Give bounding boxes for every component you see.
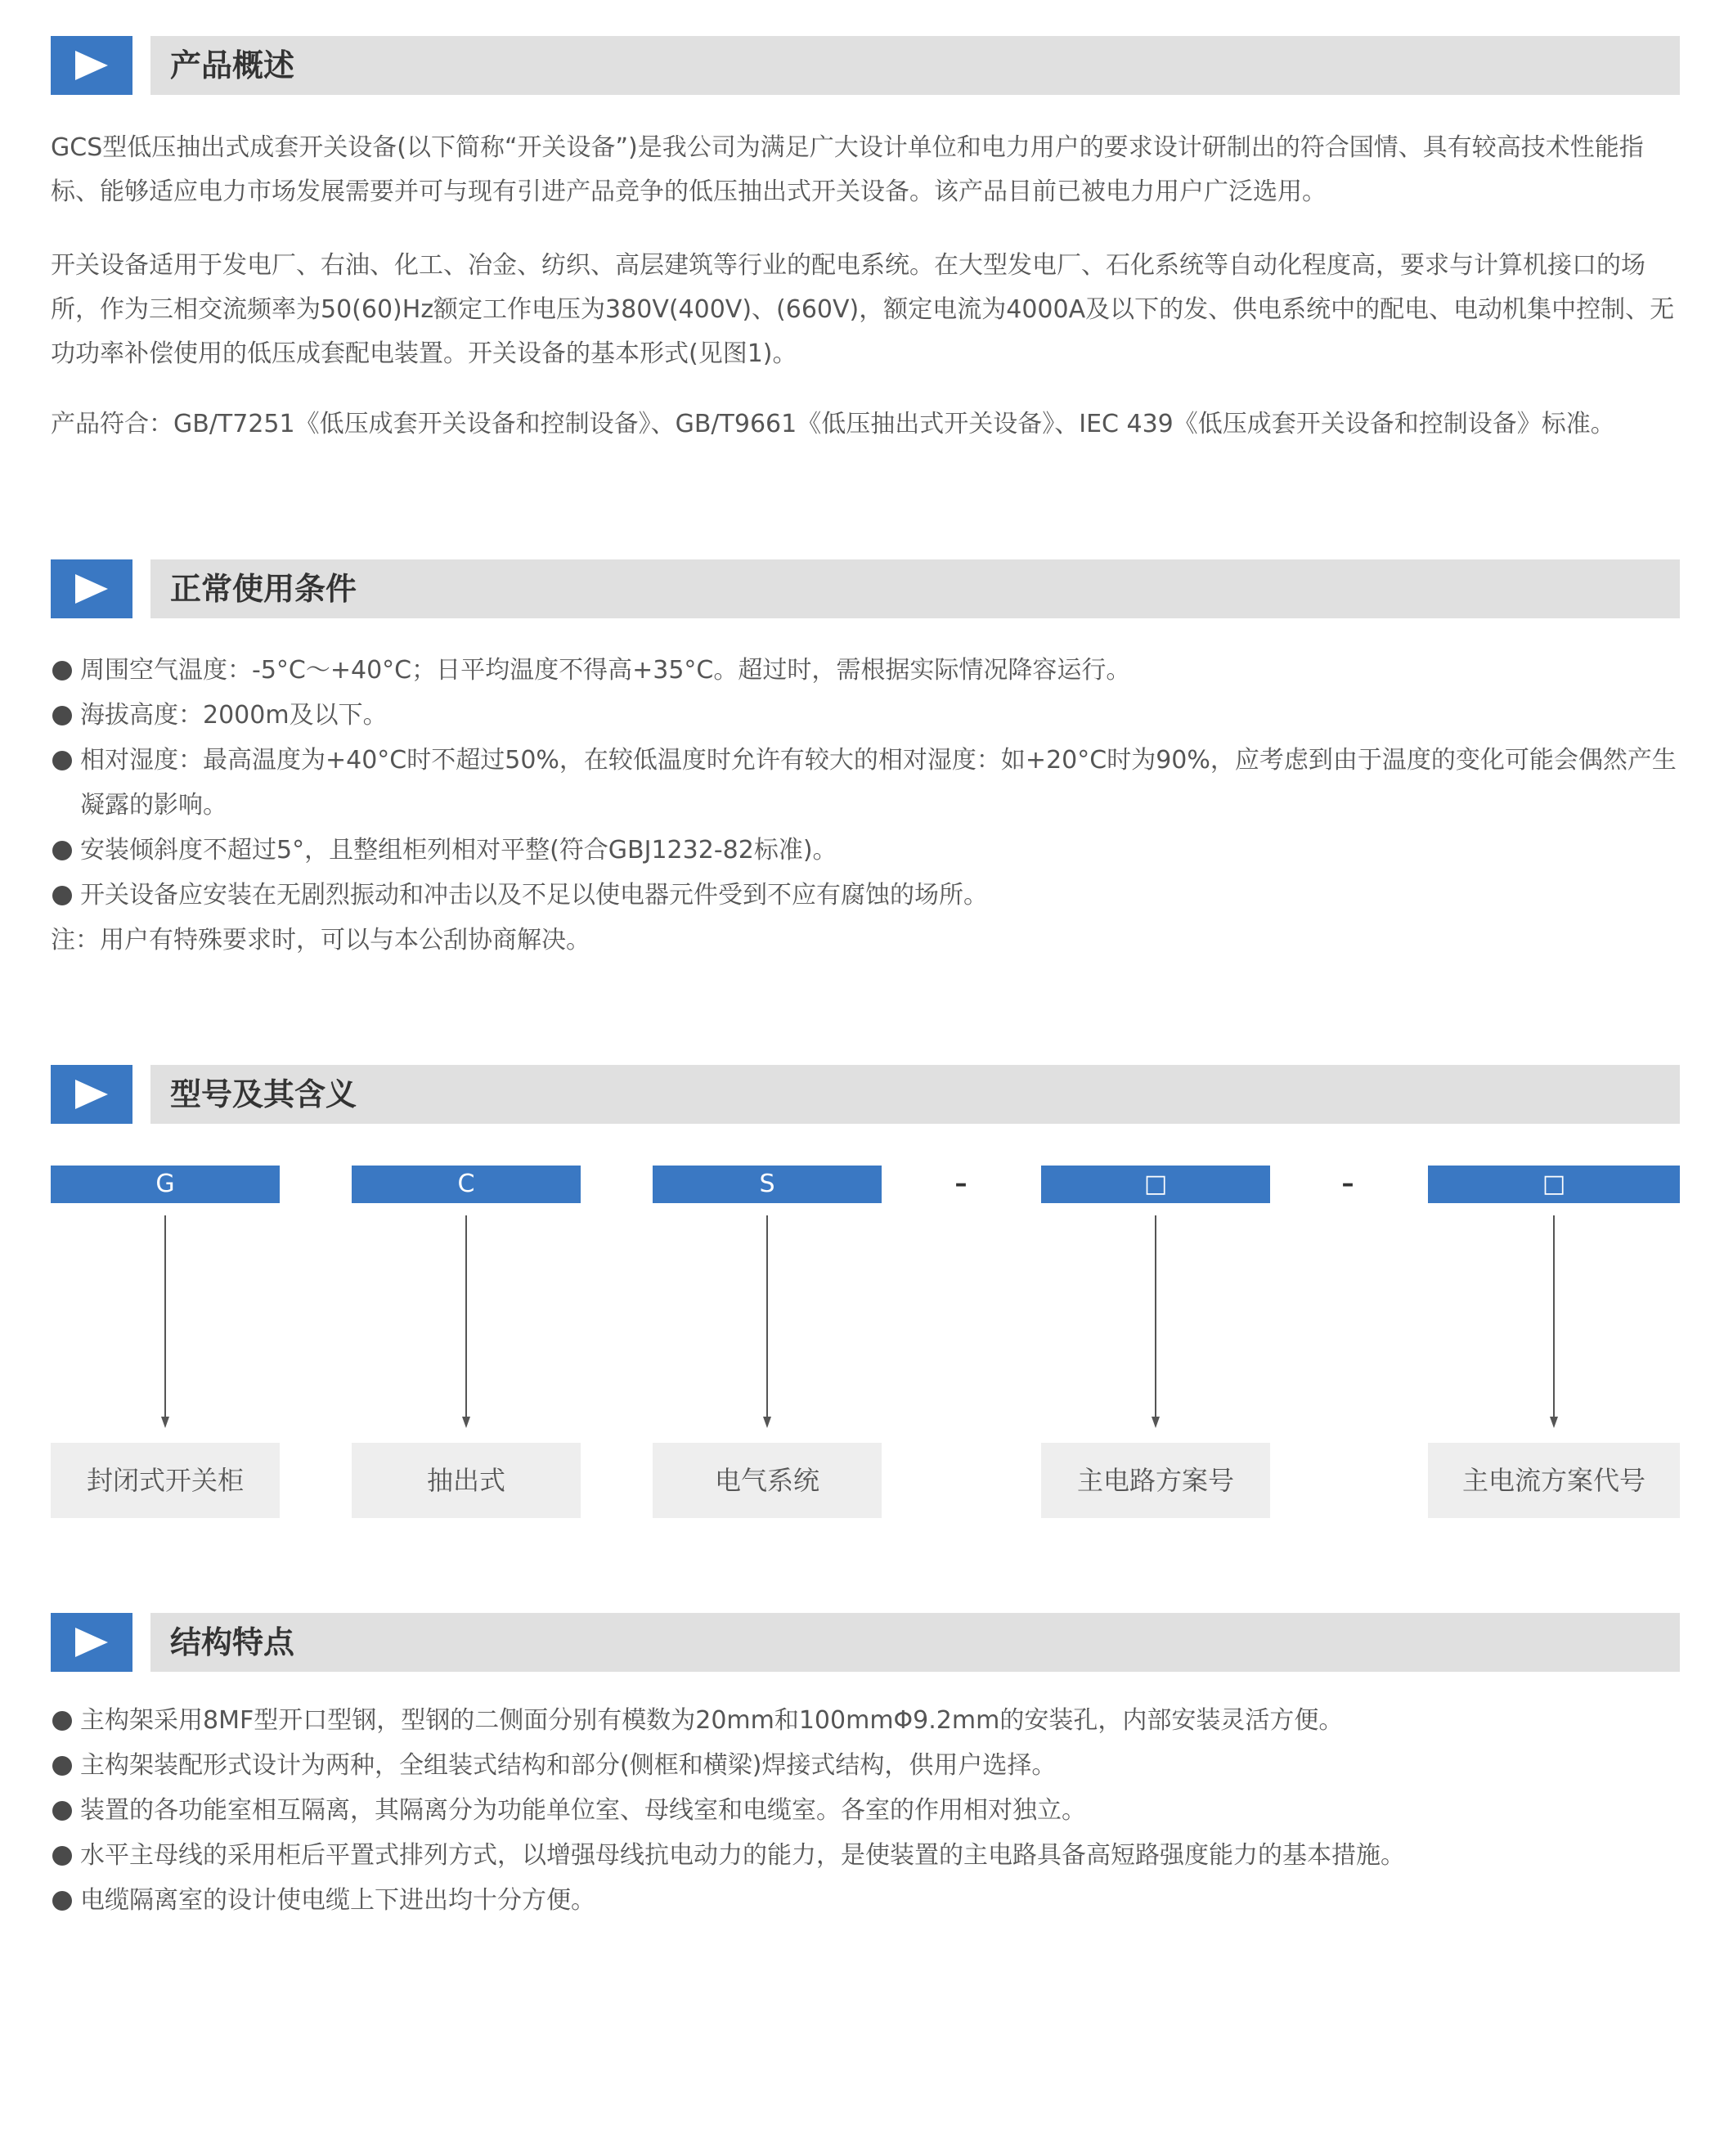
note-text: 注：用户有特殊要求时，可以与本公刮协商解决。 — [51, 926, 590, 954]
list-item: 安装倾斜度不超过5°，且整组柜列相对平整(符合GBJ1232-82标准)。 — [51, 828, 1680, 873]
bullet-dot-icon — [52, 1891, 72, 1911]
play-triangle-icon — [51, 1065, 132, 1124]
list-item: 相对湿度：最高温度为+40°C时不超过50%，在较低温度时允许有较大的相对湿度：如+20°C时为90%，应考虑到由于温度的变化可能会偶然产生凝露的影响。 — [51, 738, 1680, 828]
arrow-down-icon — [762, 1215, 772, 1428]
model-code-s: S — [653, 1166, 882, 1203]
meaning-electrical-system: 电气系统 — [653, 1443, 882, 1518]
section-title-bar — [150, 1065, 1680, 1124]
bullet-dot-icon — [52, 661, 72, 680]
list-item: 海拔高度：2000m及以下。 — [51, 693, 1680, 738]
list-item: 开关设备应安装在无剧烈振动和冲击以及不足以使电器元件受到不应有腐蚀的场所。 — [51, 873, 1680, 918]
bullet-dot-icon — [52, 751, 72, 770]
model-code-main-current: □ — [1428, 1166, 1680, 1203]
section-title-bar — [150, 1613, 1680, 1672]
model-code-g: G — [51, 1166, 280, 1203]
section-header-conditions — [51, 559, 1680, 618]
model-code-c: C — [352, 1166, 581, 1203]
model-code-main-circuit: □ — [1041, 1166, 1270, 1203]
conditions-list — [51, 648, 1680, 963]
arrow-down-icon — [1549, 1215, 1559, 1428]
meaning-main-current-scheme: 主电流方案代号 — [1428, 1443, 1680, 1518]
model-code-dash: – — [954, 1170, 968, 1198]
play-triangle-icon — [51, 1613, 132, 1672]
list-item: 水平主母线的采用柜后平置式排列方式，以增强母线抗电动力的能力，是使装置的主电路具备高短路强度能力的基本措施。 — [51, 1833, 1680, 1878]
bullet-dot-icon — [52, 706, 72, 725]
overview-paragraph-1: GCS型低压抽出式成套开关设备(以下简称“开关设备”)是我公司为满足广大设计单位和电力用户的要求设计研制出的符合国情、具有较高技术性能指标、能够适应电力市场发展需要并可与现有引进产品竞争的低压抽出式开关设备。该产品目前已被电力用户广泛选用。 — [51, 133, 1644, 206]
meaning-withdrawable: 抽出式 — [352, 1443, 581, 1518]
bullet-dot-icon — [52, 1846, 72, 1866]
arrow-down-icon — [160, 1215, 170, 1428]
bullet-dot-icon — [52, 886, 72, 905]
model-code-dash: – — [1341, 1170, 1354, 1198]
section-title: 结构特点 — [170, 1624, 295, 1660]
section-title: 型号及其含义 — [170, 1076, 357, 1112]
meaning-main-circuit-scheme: 主电路方案号 — [1041, 1443, 1270, 1518]
bullet-dot-icon — [52, 841, 72, 860]
list-item: 周围空气温度：-5°C～+40°C；日平均温度不得高+35°C。超过时，需根据实际情况降容运行。 — [51, 648, 1680, 693]
section-title: 正常使用条件 — [170, 571, 357, 607]
overview-paragraph-2: 开关设备适用于发电厂、右油、化工、冶金、纺织、高层建筑等行业的配电系统。在大型发电厂、石化系统等自动化程度高，要求与计算机接口的场所，作为三相交流频率为50(60)Hz额定工作电压为380V(400V)、(660V)，额定电流为4000A及以下的发、供电系统中的配电、电动机集中控制、无功功率补偿使用的低压成套配电装置。开关设备的基本形式(见图1)。 — [51, 251, 1675, 368]
play-triangle-icon — [51, 559, 132, 618]
overview-paragraph-3: 产品符合：GB/T7251《低压成套开关设备和控制设备》、GB/T9661《低压抽出式开关设备》、IEC 439《低压成套开关设备和控制设备》标准。 — [51, 410, 1615, 438]
list-item: 装置的各功能室相互隔离，其隔离分为功能单位室、母线室和电缆室。各室的作用相对独立。 — [51, 1788, 1680, 1833]
arrow-down-icon — [461, 1215, 471, 1428]
structure-list — [51, 1698, 1680, 1923]
bullet-dot-icon — [52, 1801, 72, 1821]
section-header-model — [51, 1065, 1680, 1124]
section-title: 产品概述 — [170, 47, 295, 83]
section-header-structure — [51, 1613, 1680, 1672]
section-header-overview — [51, 36, 1680, 95]
bullet-dot-icon — [52, 1756, 72, 1776]
list-item: 主构架装配形式设计为两种，全组装式结构和部分(侧框和横梁)焊接式结构，供用户选择。 — [51, 1743, 1680, 1788]
play-triangle-icon — [51, 36, 132, 95]
bullet-dot-icon — [52, 1711, 72, 1731]
list-item: 电缆隔离室的设计使电缆上下进出均十分方便。 — [51, 1878, 1680, 1923]
meaning-enclosed-cabinet: 封闭式开关柜 — [51, 1443, 280, 1518]
section-title-bar — [150, 36, 1680, 95]
arrow-down-icon — [1151, 1215, 1161, 1428]
section-title-bar — [150, 559, 1680, 618]
list-item: 主构架采用8MF型开口型钢，型钢的二侧面分别有模数为20mm和100mmΦ9.2mm的安装孔，内部安装灵活方便。 — [51, 1698, 1680, 1743]
